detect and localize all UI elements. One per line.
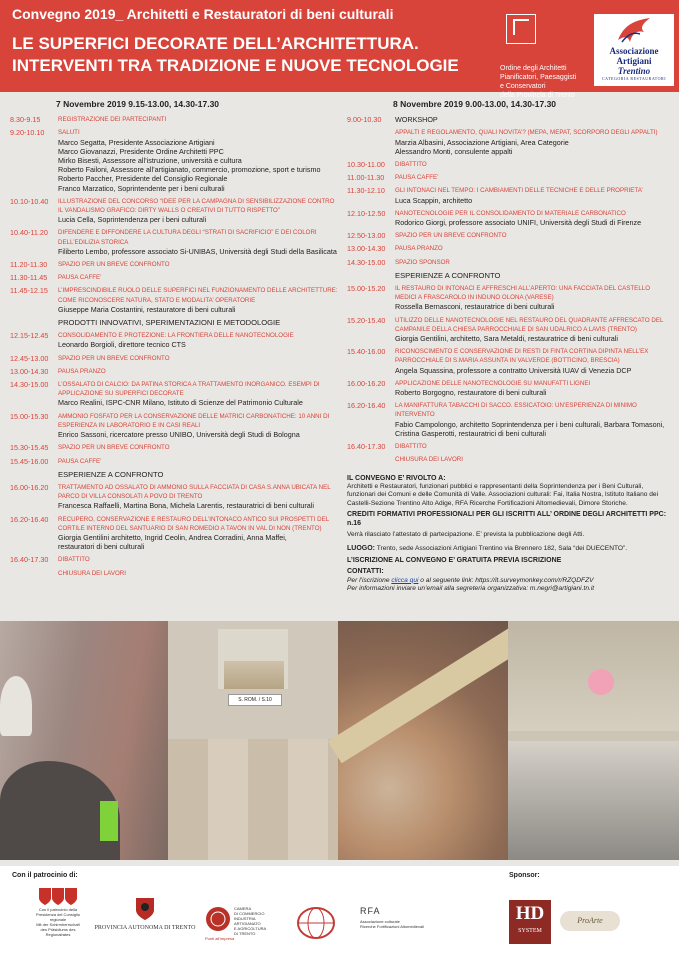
fresco-band — [328, 625, 528, 764]
assoc-name-2: Trentino — [617, 66, 651, 76]
session-title: IL RESTAURO DI INTONACI E AFFRESCHI ALL’APERTO: UNA FACCIATA DEL CASTELLO MEDICI A FRASCAROLO IN INDUNO OLONA (VARESE) — [395, 285, 651, 302]
session-time: 14.30-15.00 — [347, 257, 386, 267]
session-time: 15.45-16.00 — [10, 456, 49, 466]
program-row — [10, 260, 340, 269]
session-time: 12.15-12.45 — [10, 331, 49, 341]
carved-capital — [508, 741, 679, 860]
crediti-heading: CREDITI FORMATIVI PROFESSIONALI PER GLI ISCRITTI ALL’ ORDINE DEGLI ARCHITETTI PPC: n.16 — [347, 511, 667, 527]
patrocinio-label: Con il patrocinio di: — [12, 872, 78, 879]
program-row — [10, 555, 340, 564]
session-title: DIFENDERE E DIFFONDERE LA CULTURA DEGLI “STRATI DI SACRIFICIO” E DEI COLORI DELL’EDILIZIA STORICA — [58, 229, 317, 246]
session-content — [58, 115, 340, 124]
session-title: GLI INTONACI NEL TEMPO: I CAMBIAMENTI DELLE TECNICHE E DELLE PROPRIETA’ — [395, 187, 643, 195]
session-time: 15.20-15.40 — [347, 315, 386, 325]
session-title: L’IMPRESCINDIBILE RUOLO DELLE SUPERFICI NEL FUNZIONAMENTO DELLE ARCHITETTURE: COME RICONOSCERE NATURA, STATO E MODALITA’ OPERATORIE — [58, 287, 338, 304]
session-time: 16.20-16.40 — [10, 514, 49, 524]
day2-heading: 8 Novembre 2019 9.00-13.00, 14.30-17.30 — [393, 99, 557, 109]
session-title: UTILIZZO DELLE NANOTECNOLOGIE NEL RESTAURO DEL QUADRANTE AFFRESCATO DEL CAMPANILE DELLA CHIESA PARROCCHIALE DI SAN UDALRICO A LAVIS (TRENTO) — [395, 316, 664, 333]
convegno-title: Convegno 2019_ Architetti e Restauratori di beni culturali — [12, 6, 394, 22]
associazione-artigiani-logo — [594, 14, 674, 86]
camera-commercio-logo — [205, 906, 285, 941]
plaster-wall — [168, 739, 338, 860]
info-block — [347, 475, 672, 594]
program-row — [10, 228, 340, 256]
session-time: 16.00-16.20 — [347, 378, 386, 388]
program-row — [347, 442, 672, 451]
castelli-logo — [292, 906, 340, 941]
session-content — [58, 555, 340, 564]
helmet-shape — [0, 676, 32, 736]
session-content — [58, 273, 340, 282]
luogo-text: Trento, sede Associazioni Artigiani Trentino via Brennero 182, Sala “dei DUECENTO”. — [375, 545, 628, 553]
main-title-line-1: LE SUPERFICI DECORATE DELL’ARCHITETTURA. — [12, 34, 419, 53]
regione-shields-icon — [37, 886, 79, 906]
session-content — [58, 197, 340, 225]
photo-fresco — [338, 621, 508, 860]
session-title: APPLICAZIONE DELLE NANOTECNOLOGIE SU MANUFATTI LIGNEI — [395, 379, 591, 387]
session-content — [395, 442, 672, 451]
program-row — [347, 379, 672, 397]
session-speakers: Marco Segatta, Presidente Associazione Artigiani Marco Giovanazzi, Presidente Ordine Architetti PPC Mirko Bisesti, Assessore all’istruzione, università e cultura Roberto Failoni, Assessore all’artigianato, commercio, promozione, sport e turismo Roberto Paccher, Presidente del Consiglio Regionale Franco Marzatico, Soprintendente per i beni culturali — [58, 137, 321, 193]
session-speakers: Francesca Raffaelli, Martina Bona, Michela Larentis, restauratrici di beni culturali — [58, 501, 314, 511]
photo-restorer-wall — [0, 621, 168, 860]
session-time: 15.00-15.20 — [347, 284, 386, 294]
assoc-name-1: Associazione Artigiani — [609, 46, 659, 66]
program-row — [347, 209, 672, 227]
session-content — [58, 331, 340, 349]
session-speakers: Angela Squassina, professore a contratto Università IUAV di Venezia DCP — [395, 365, 632, 375]
session-content — [395, 455, 672, 464]
regione-text: Con il patrocinio della Presidenza del Consiglio regionale Mit der Schirmherrschaft des Präsidiums des Regionalrates — [35, 907, 81, 937]
sample-label: S. ROM. / S.10 — [228, 694, 282, 706]
day2-column — [347, 100, 672, 593]
session-time: 10.10-10.40 — [10, 196, 49, 206]
provincia-logo — [90, 894, 200, 932]
session-content — [395, 186, 672, 204]
session-title: DIBATTITO — [58, 556, 90, 564]
day2-program — [347, 115, 672, 464]
proarte-logo: ProArte — [560, 911, 620, 931]
session-time: 9.20-10.10 — [10, 128, 45, 138]
hd-text: HD — [515, 903, 545, 924]
session-time: 15.00-15.30 — [10, 411, 49, 421]
footer-sponsors — [0, 866, 679, 960]
session-content — [58, 354, 340, 363]
regione-logo — [28, 886, 88, 937]
program-row — [347, 347, 672, 375]
session-title: CONSOLIDAMENTO E PROTEZIONE: LA FRONTIERA DELLE NANOTECNOLOGIE — [58, 332, 294, 340]
session-time: 8.30-9.15 — [10, 115, 41, 125]
session-content — [395, 316, 672, 344]
session-content — [58, 483, 340, 511]
session-content — [58, 260, 340, 269]
session-title: SPAZIO PER UN BREVE CONFRONTO — [58, 354, 170, 362]
program-row — [10, 380, 340, 408]
session-time: 14.30-15.00 — [10, 380, 49, 390]
program-row — [10, 115, 340, 124]
session-time: 12.45-13.00 — [10, 353, 49, 363]
session-title: L’OSSALATO DI CALCIO: DA PATINA STORICA A TRATTAMENTO INORGANICO. ESEMPI DI APPLICAZIONE SU SUPERFICI DECORATE — [58, 381, 320, 398]
section-heading: ESPERIENZE A CONFRONTO — [58, 469, 164, 479]
session-speakers: Marzia Albasini, Associazione Artigiani, Area Categorie Alessandro Monti, consulente appalti — [395, 137, 569, 156]
session-time: 15.30-15.45 — [10, 443, 49, 453]
session-title: DIBATTITO — [395, 161, 427, 169]
ordine-architetti-logo — [500, 14, 595, 100]
session-time — [347, 455, 395, 464]
session-title: TRATTAMENTO AD OSSALATO DI AMMONIO SULLA FACCIATA DI CASA S.ANNA UBICATA NEL PARCO DI VILLA CONSOLATI A POVO DI TRENTO — [58, 483, 331, 501]
sponge-shape — [588, 669, 614, 695]
session-time — [10, 569, 58, 578]
iscrizione-link[interactable]: clicca qui — [391, 576, 419, 584]
rivolto-heading: IL CONVEGNO E’ RIVOLTO A: — [347, 474, 446, 482]
program-row — [10, 354, 340, 363]
session-speakers: Giuseppe Maria Costantini, restauratore di beni culturali — [58, 304, 236, 314]
rivolto-text: Architetti e Restauratori, funzionari pubblici e rappresentanti della Soprintendenza per i Beni Culturali, funzionari dei Comuni e delle Comunità di Valle. Associazioni culturali: Fai, Italia Nostra, Istituto Italiano dei Castelli-Sezione Trentino Alto Adige, RFA Ricerche Fortificazioni Altomedievali, Dimore Storiche. — [347, 482, 659, 507]
program-row — [347, 173, 672, 182]
session-time: 10.30-11.00 — [347, 160, 385, 170]
ordine-architetti-icon — [506, 14, 536, 44]
photo-sample-wall — [168, 621, 338, 860]
session-content — [395, 173, 672, 182]
program-row — [347, 244, 672, 253]
session-title: PAUSA CAFFE’ — [58, 274, 102, 282]
program-row — [10, 443, 340, 452]
session-speakers: Rodorico Giorgi, professore associato UNIFI, Università degli Studi di Firenze — [395, 218, 642, 228]
session-speakers: Leonardo Borgioli, direttore tecnico CTS — [58, 340, 186, 350]
session-speakers: Fabio Campolongo, architetto Soprintendenza per i beni culturali, Barbara Tomasoni, Cristina Gasperotti, restauratrici di beni culturali — [395, 419, 665, 438]
session-title: PAUSA PRANZO — [395, 245, 443, 253]
session-content — [395, 401, 672, 438]
program-row — [10, 367, 340, 376]
session-title: PAUSA CAFFE’ — [58, 457, 102, 465]
session-speakers: Giorgia Gentilini, architetto, Sara Metaldi, restauratrice di beni culturali — [395, 334, 618, 344]
session-title: LA MANIFATTURA TABACCHI DI SACCO. ESSICATOIO: UN’ESPERIENZA DI MINIMO INTERVENTO — [395, 402, 637, 419]
session-content — [58, 443, 340, 452]
session-content — [58, 128, 340, 192]
session-time: 11.30-11.45 — [10, 273, 48, 283]
sponsor-label: Sponsor: — [509, 872, 540, 879]
session-content — [395, 160, 672, 169]
luogo-line — [347, 545, 672, 553]
session-time: 10.40-11.20 — [10, 228, 48, 238]
assoc-category: CATEGORIA RESTAURATORI — [601, 76, 667, 81]
session-content — [58, 286, 340, 314]
program-row — [10, 197, 340, 225]
program-row — [347, 160, 672, 169]
session-content — [58, 457, 340, 466]
crediti-text: Verrà rilasciato l’attestato di partecipazione. E’ prevista la pubblicazione degli Atti. — [347, 530, 585, 538]
section-heading: PRODOTTI INNOVATIVI, SPERIMENTAZIONI E METODOLOGIE — [58, 318, 281, 328]
photo-capital — [508, 621, 679, 860]
camera-text: CAMERA DI COMMERCIO INDUSTRIA ARTIGIANATO E AGRICOLTURA DI TRENTO — [234, 906, 267, 936]
session-speakers: Rossella Bernasconi, restauratrice di beni culturali — [395, 302, 555, 312]
rfa-text: RFA — [360, 906, 381, 916]
contatti-line-2: Per informazioni inviare un’email alla segreteria organizzativa: m.negri@artigiani.tn.it — [347, 584, 595, 592]
session-content — [395, 258, 672, 267]
session-content — [58, 228, 340, 256]
session-content — [395, 115, 672, 124]
session-time: 11.30-12.10 — [347, 186, 385, 196]
main-title — [12, 33, 482, 77]
ordine-architetti-text: Ordine degli Architetti Pianificatori, Paesaggisti e Conservatori della Provincia di Trento — [500, 65, 577, 99]
rfa-logo — [360, 906, 450, 929]
program-row — [347, 186, 672, 204]
session-speakers: Enrico Sassoni, ricercatore presso UNIBO, Università degli Studi di Bologna — [58, 430, 300, 440]
session-content — [58, 569, 340, 578]
main-title-line-2: INTERVENTI TRA TRADIZIONE E NUOVE TECNOLOGIE — [12, 56, 459, 75]
session-title: RECUPERO, CONSERVAZIONE E RESTAURO DELL’INTONACO ANTICO SUI PROSPETTI DEL CORTILE INTERNO DEL SANTUARIO DI SAN ROMEDIO A TAVON IN VAL DI NON (TRENTO) — [58, 515, 329, 532]
provincia-shield-icon — [134, 894, 156, 922]
camera-sub: Punti all'impresa — [205, 936, 235, 941]
session-title: RICONOSCIMENTO E CONSERVAZIONE DI RESTI DI FINTA CORTINA DIPINTA NELL’EX PARROCCHIALE DI S.MARIA ASSUNTA IN VALVERDE (BOTTICINO, BRESCIA) — [395, 348, 649, 365]
session-title: SPAZIO PER UN BREVE CONFRONTO — [395, 232, 507, 240]
session-time — [347, 128, 395, 156]
contatti-suffix: o al seguente link: https://it.surveymonkey.com/r/RZQDFZV — [418, 576, 594, 584]
section-heading: ESPERIENZE A CONFRONTO — [395, 270, 501, 280]
rfa-sub: Associazione culturale Ricerche Fortificazioni Altomedievali — [360, 919, 425, 929]
program-row — [10, 569, 340, 578]
session-title: WORKSHOP — [395, 115, 438, 125]
program-row — [347, 231, 672, 240]
program-row — [347, 401, 672, 438]
program-row — [347, 316, 672, 344]
session-content — [395, 379, 672, 397]
session-title: REGISTRAZIONE DEI PARTECIPANTI — [58, 116, 167, 124]
session-time: 16.40-17.30 — [347, 442, 386, 452]
hd-sub: SYSTEM — [518, 928, 542, 934]
program-row — [10, 286, 340, 314]
session-content — [395, 244, 672, 253]
session-title: SPAZIO SPONSOR — [395, 258, 450, 266]
session-speakers: Marco Realini, ISPC-CNR Milano, Istituto di Scienze del Patrimonio Culturale — [58, 398, 303, 408]
session-content — [395, 209, 672, 227]
program-row — [10, 273, 340, 282]
eagle-icon — [614, 16, 654, 46]
session-content — [395, 347, 672, 375]
session-speakers: Lucia Cella, Soprintendenza per i beni culturali — [58, 215, 207, 225]
session-content — [58, 367, 340, 376]
session-content — [395, 128, 672, 156]
session-speakers: Roberto Borgogno, restauratore di beni culturali — [395, 388, 547, 398]
session-content — [58, 515, 340, 552]
program-row — [347, 258, 672, 267]
session-title: DIBATTITO — [395, 443, 427, 451]
provincia-text: PROVINCIA AUTONOMA DI TRENTO — [94, 925, 196, 931]
contatti-prefix: Per l’iscrizione — [347, 576, 392, 584]
session-content — [395, 231, 672, 240]
session-title: APPALTI E REGOLAMENTO, QUALI NOVITA’? (MEPA, MEPAT, SCORPORO DEGLI APPALTI) — [395, 129, 658, 137]
contatti-heading: CONTATTI: — [347, 568, 384, 576]
session-time: 16.00-16.20 — [10, 482, 49, 492]
program-row — [347, 128, 672, 156]
session-title: PAUSA PRANZO — [58, 367, 106, 375]
photo-strip — [0, 621, 679, 860]
program-row — [347, 455, 672, 464]
session-time: 16.20-16.40 — [347, 401, 386, 411]
program-row — [347, 284, 672, 312]
day1-program — [10, 115, 340, 578]
program-row — [10, 128, 340, 192]
session-time: 12.50-13.00 — [347, 231, 386, 241]
day1-heading: 7 Novembre 2019 9.15-13.00, 14.30-17.30 — [56, 99, 220, 109]
session-time: 11.00-11.30 — [347, 173, 385, 183]
session-time: 12.10-12.50 — [347, 208, 386, 218]
session-content — [58, 412, 340, 440]
camera-seal-icon — [205, 906, 231, 932]
contatti-line-1 — [347, 577, 672, 585]
session-content — [395, 284, 672, 312]
session-time: 11.45-12.15 — [10, 286, 48, 296]
sample-area — [224, 661, 284, 689]
session-title: SALUTI — [58, 129, 80, 137]
day1-column — [10, 100, 340, 582]
header-banner — [0, 0, 679, 99]
session-title: AMMONIO FOSFATO PER LA CONSERVAZIONE DELLE MATRICI CARBONATICHE: 10 ANNI DI ESPERIENZA IN LABORATORIO E IN CASI REALI — [58, 412, 330, 429]
session-title: CHIUSURA DEI LAVORI — [58, 569, 126, 577]
session-title: SPAZIO PER UN BREVE CONFRONTO — [58, 261, 170, 269]
iscrizione-text: L’ISCRIZIONE AL CONVEGNO E’ GRATUITA PREVIA ISCRIZIONE — [347, 556, 562, 564]
session-speakers: Filiberto Lembo, professore associato Si-UNIBAS, Università degli Studi della Basilicata — [58, 246, 337, 256]
program-row — [10, 457, 340, 466]
hd-system-logo — [509, 900, 551, 944]
session-title: PAUSA CAFFE’ — [395, 174, 439, 182]
session-title: ILLUSTRAZIONE DEL CONCORSO “IDEE PER LA CAMPAGNA DI SENSIBILIZZAZIONE CONTRO IL VANDALISMO GRAFICO: DIRTY WALLS O CREATIVI DI TUTTO RISPETTO” — [58, 197, 335, 215]
session-title: SPAZIO PER UN BREVE CONFRONTO — [58, 444, 170, 452]
glove-shape — [100, 801, 118, 841]
session-speakers: Giorgia Gentilini architetto, Ingrid Ceolin, Andrea Corradini, Anna Maffei, restauratori di beni culturali — [58, 532, 287, 552]
session-content — [58, 380, 340, 408]
session-speakers: Luca Scappin, architetto — [395, 195, 473, 205]
program-row — [10, 515, 340, 552]
session-time: 16.40-17.30 — [10, 555, 49, 565]
luogo-heading: LUOGO: — [347, 545, 375, 553]
program-row — [10, 483, 340, 511]
session-time: 15.40-16.00 — [347, 347, 386, 357]
globe-icon — [296, 906, 336, 940]
session-title: CHIUSURA DEI LAVORI — [395, 456, 463, 464]
session-time: 9.00-10.30 — [347, 115, 382, 125]
session-time: 13.00-14.30 — [347, 244, 386, 254]
session-time: 11.20-11.30 — [10, 260, 48, 270]
program-row — [10, 331, 340, 349]
program-row — [347, 115, 672, 124]
session-time: 13.00-14.30 — [10, 366, 49, 376]
session-title: NANOTECNOLOGIE PER IL CONSOLIDAMENTO DI MATERIALE CARBONATICO — [395, 209, 626, 217]
program-row — [10, 412, 340, 440]
